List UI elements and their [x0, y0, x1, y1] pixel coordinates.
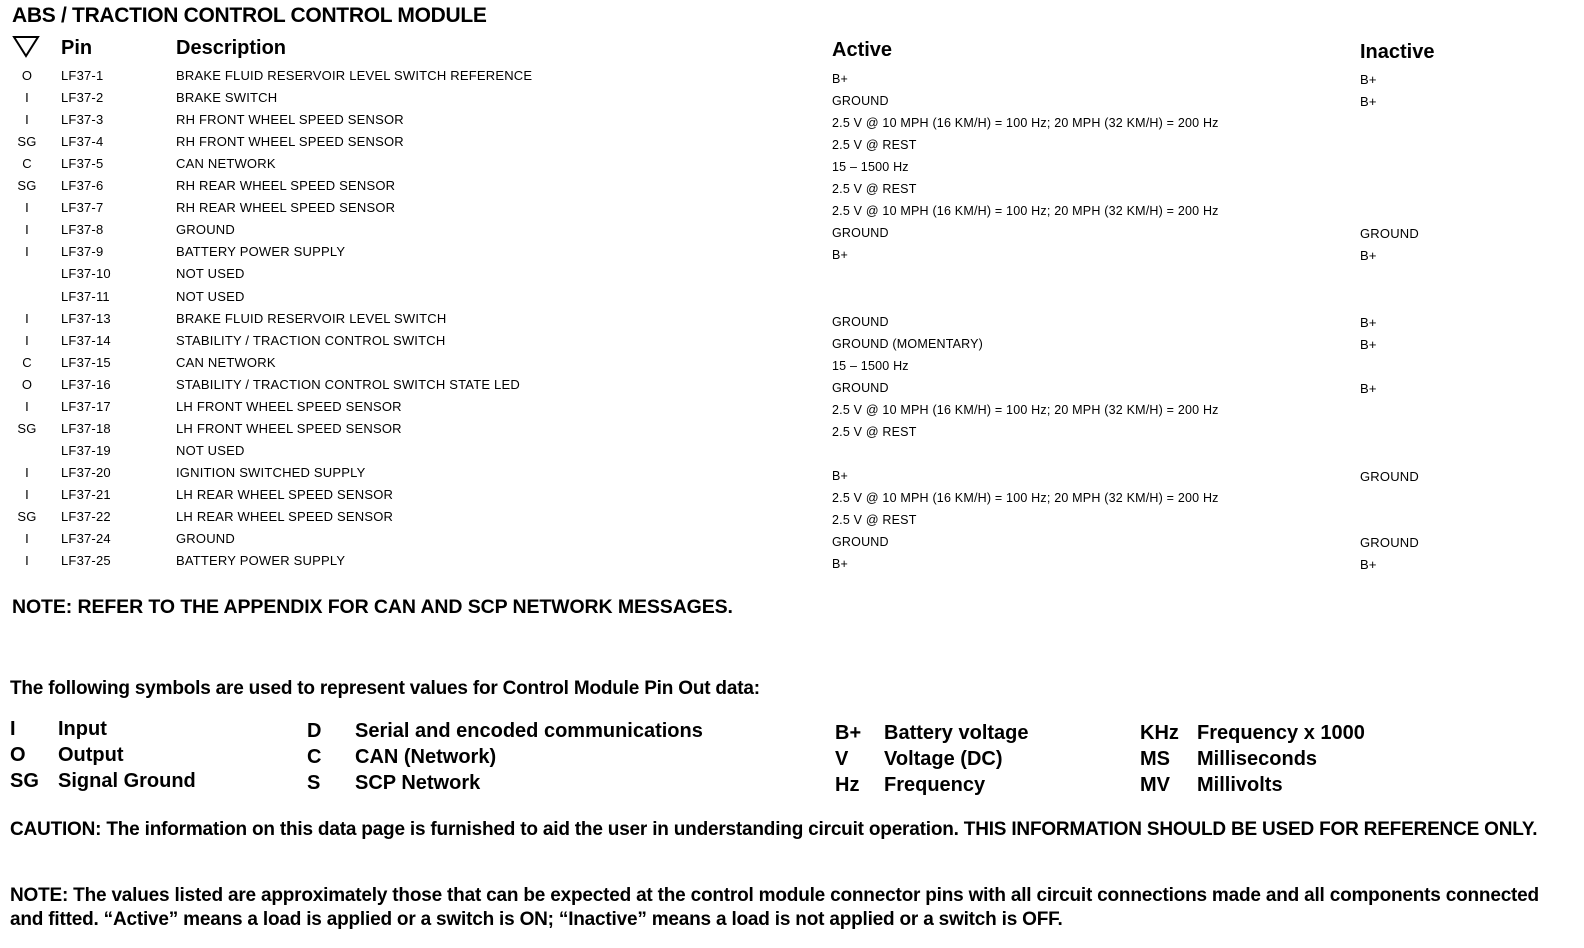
pin-type-cell: I — [25, 398, 29, 414]
description-cell: GROUND — [176, 531, 235, 547]
pin-id-cell: LF37-19 — [61, 442, 111, 458]
pin-id-cell: LF37-18 — [61, 420, 111, 436]
pin-id-cell: LF37-4 — [61, 134, 104, 150]
pin-id-cell: LF37-16 — [61, 376, 111, 392]
pin-id-cell: LF37-15 — [61, 354, 111, 370]
table-row — [0, 178, 1584, 200]
pin-type-cell: SG — [17, 134, 37, 150]
inactive-value-cell: B+ — [1360, 248, 1377, 264]
pin-column-header: Pin — [61, 37, 93, 59]
pin-type-cell: I — [25, 244, 29, 260]
inactive-value-cell: B+ — [1360, 72, 1377, 87]
pin-id-cell: LF37-3 — [61, 112, 104, 128]
description-cell: STABILITY / TRACTION CONTROL SWITCH STATE LED — [176, 376, 520, 392]
symbol-abbr: V — [835, 748, 849, 770]
active-value-cell: 2.5 V @ REST — [832, 513, 917, 527]
description-cell: NOT USED — [176, 266, 245, 282]
appendix-note: NOTE: REFER TO THE APPENDIX FOR CAN AND SCP NETWORK MESSAGES. — [12, 596, 733, 618]
symbol-abbr: KHz — [1140, 722, 1179, 744]
table-row — [0, 222, 1584, 244]
active-value-cell: 15 – 1500 Hz — [832, 358, 909, 373]
symbol-meaning: Frequency — [884, 774, 986, 796]
inactive-column-header: Inactive — [1360, 41, 1435, 63]
inactive-value-cell: B+ — [1360, 336, 1377, 352]
symbol-abbr: D — [307, 720, 322, 742]
description-cell: RH REAR WHEEL SPEED SENSOR — [176, 178, 396, 194]
description-cell: LH REAR WHEEL SPEED SENSOR — [176, 486, 394, 502]
symbol-meaning: Millivolts — [1197, 774, 1283, 796]
active-value-cell: GROUND (MOMENTARY) — [832, 336, 984, 351]
pin-type-cell: SG — [17, 178, 37, 194]
symbol-abbr: Hz — [835, 774, 860, 796]
page-title: ABS / TRACTION CONTROL CONTROL MODULE — [12, 4, 487, 27]
table-row — [0, 377, 1584, 399]
inactive-value-cell: B+ — [1360, 557, 1377, 573]
description-cell: BRAKE SWITCH — [176, 90, 278, 106]
inactive-value-cell: B+ — [1360, 380, 1377, 396]
description-cell: RH REAR WHEEL SPEED SENSOR — [176, 200, 396, 216]
description-cell: RH FRONT WHEEL SPEED SENSOR — [176, 112, 404, 128]
symbol-abbr: S — [307, 772, 321, 794]
table-row — [0, 399, 1584, 421]
active-value-cell: GROUND — [832, 226, 889, 241]
description-cell: CAN NETWORK — [176, 156, 276, 172]
pin-id-cell: LF37-6 — [61, 178, 104, 194]
pin-id-cell: LF37-21 — [61, 486, 111, 502]
description-cell: NOT USED — [176, 288, 245, 304]
description-cell: LH FRONT WHEEL SPEED SENSOR — [176, 398, 402, 414]
active-value-cell: 2.5 V @ 10 MPH (16 KM/H) = 100 Hz; 20 MPH (32 KM/H) = 200 Hz — [832, 490, 1219, 505]
description-cell: GROUND — [176, 222, 235, 238]
inactive-value-cell: GROUND — [1360, 535, 1419, 551]
pin-type-cell: I — [25, 90, 29, 106]
symbol-meaning: Output — [58, 744, 124, 766]
symbol-meaning: Frequency x 1000 — [1197, 722, 1365, 744]
pin-type-cell: SG — [17, 509, 37, 524]
symbol-meaning: SCP Network — [355, 772, 481, 794]
active-value-cell: 15 – 1500 Hz — [832, 160, 909, 175]
symbol-abbr: MV — [1140, 774, 1170, 796]
pin-id-cell: LF37-11 — [61, 288, 110, 304]
active-value-cell: 2.5 V @ REST — [832, 182, 917, 197]
symbol-abbr: SG — [10, 770, 39, 792]
pin-id-cell: LF37-24 — [61, 531, 111, 547]
table-row — [0, 553, 1584, 575]
symbol-meaning: Voltage (DC) — [884, 748, 1003, 770]
table-row — [0, 443, 1584, 465]
active-value-cell: 2.5 V @ REST — [832, 424, 917, 439]
table-row — [0, 487, 1584, 509]
active-value-cell: GROUND — [832, 535, 889, 550]
pin-id-cell: LF37-25 — [61, 553, 111, 569]
table-row — [0, 112, 1584, 134]
table-row — [0, 289, 1584, 311]
symbol-abbr: MS — [1140, 748, 1170, 770]
table-row — [0, 421, 1584, 443]
symbol-meaning: Milliseconds — [1197, 748, 1318, 770]
inactive-value-cell: B+ — [1360, 314, 1377, 330]
caution-text: CAUTION: The information on this data page is furnished to aid the user in understanding circuit operation. THIS INFORMATION SHOULD BE USED FOR REFERENCE ONLY. — [10, 819, 1538, 840]
active-value-cell: B+ — [832, 248, 849, 263]
symbol-meaning: Serial and encoded communications — [355, 720, 703, 742]
pin-id-cell: LF37-8 — [61, 222, 104, 238]
description-cell: BRAKE FLUID RESERVOIR LEVEL SWITCH — [176, 310, 447, 326]
active-value-cell: 2.5 V @ 10 MPH (16 KM/H) = 100 Hz; 20 MPH (32 KM/H) = 200 Hz — [832, 204, 1219, 219]
table-row — [0, 68, 1584, 90]
pin-type-cell: O — [21, 376, 33, 392]
symbol-abbr: B+ — [835, 722, 862, 744]
active-value-cell: 2.5 V @ 10 MPH (16 KM/H) = 100 Hz; 20 MPH (32 KM/H) = 200 Hz — [832, 116, 1219, 131]
active-value-cell: B+ — [832, 72, 849, 86]
pin-type-cell: I — [25, 464, 29, 480]
pin-id-cell: LF37-22 — [61, 509, 111, 524]
table-row — [0, 134, 1584, 156]
active-value-cell: B+ — [832, 557, 849, 572]
pin-type-cell: I — [25, 553, 29, 569]
table-row — [0, 509, 1584, 531]
table-row — [0, 333, 1584, 355]
pin-id-cell: LF37-20 — [61, 464, 111, 480]
pin-type-cell: I — [25, 332, 29, 348]
table-row — [0, 156, 1584, 178]
active-value-cell: GROUND — [832, 314, 889, 329]
values-note: NOTE: The values listed are approximately those that can be expected at the control module connector pins with all circuit connections made and all components connected and fitted. “Active” means a load is applied or a switch is ON; “Inactive” means a load is not applied or a switch is OFF. — [10, 885, 1539, 930]
description-cell: NOT USED — [176, 442, 245, 458]
table-row — [0, 200, 1584, 222]
table-row — [0, 244, 1584, 266]
description-cell: LH REAR WHEEL SPEED SENSOR — [176, 509, 394, 524]
symbols-intro: The following symbols are used to represent values for Control Module Pin Out data: — [10, 678, 760, 699]
description-cell: BATTERY POWER SUPPLY — [176, 553, 346, 569]
pin-type-cell: I — [25, 531, 29, 547]
active-value-cell: GROUND — [832, 94, 889, 109]
active-value-cell: 2.5 V @ REST — [832, 138, 917, 153]
symbol-abbr: C — [307, 746, 322, 768]
pin-type-cell: C — [22, 156, 32, 172]
active-value-cell: 2.5 V @ 10 MPH (16 KM/H) = 100 Hz; 20 MPH (32 KM/H) = 200 Hz — [832, 402, 1219, 417]
pin-type-cell: I — [25, 310, 29, 326]
pin-id-cell: LF37-10 — [61, 266, 111, 282]
pin-id-cell: LF37-13 — [61, 310, 111, 326]
pin-id-cell: LF37-2 — [61, 90, 104, 106]
pin-id-cell: LF37-17 — [61, 398, 111, 414]
description-cell: LH FRONT WHEEL SPEED SENSOR — [176, 420, 402, 436]
direction-triangle-icon — [12, 34, 40, 58]
table-row — [0, 90, 1584, 112]
description-cell: RH FRONT WHEEL SPEED SENSOR — [176, 134, 404, 150]
symbol-abbr: O — [10, 744, 26, 766]
pin-id-cell: LF37-9 — [61, 244, 104, 260]
active-value-cell: GROUND — [832, 380, 889, 395]
pin-id-cell: LF37-5 — [61, 156, 104, 172]
active-column-header: Active — [832, 39, 893, 61]
pin-id-cell: LF37-14 — [61, 332, 111, 348]
description-cell: BATTERY POWER SUPPLY — [176, 244, 346, 260]
pin-type-cell: I — [25, 112, 29, 128]
description-cell: CAN NETWORK — [176, 354, 276, 370]
pin-type-cell: I — [25, 200, 29, 216]
pin-type-cell: I — [25, 222, 29, 238]
pin-type-cell: I — [25, 486, 29, 502]
symbol-meaning: Battery voltage — [884, 722, 1029, 744]
inactive-value-cell: B+ — [1360, 94, 1377, 110]
pin-type-cell: C — [22, 354, 32, 370]
pin-type-cell: O — [21, 68, 33, 83]
symbol-abbr: I — [10, 718, 16, 740]
inactive-value-cell: GROUND — [1360, 468, 1419, 484]
description-column-header: Description — [176, 37, 287, 59]
inactive-value-cell: GROUND — [1360, 226, 1419, 242]
table-row — [0, 311, 1584, 333]
table-row — [0, 355, 1584, 377]
table-row — [0, 266, 1584, 288]
pin-type-cell: SG — [17, 420, 37, 436]
description-cell: BRAKE FLUID RESERVOIR LEVEL SWITCH REFERENCE — [176, 68, 533, 83]
symbol-meaning: CAN (Network) — [355, 746, 497, 768]
table-row — [0, 531, 1584, 553]
description-cell: IGNITION SWITCHED SUPPLY — [176, 464, 366, 480]
pin-id-cell: LF37-7 — [61, 200, 104, 216]
description-cell: STABILITY / TRACTION CONTROL SWITCH — [176, 332, 446, 348]
active-value-cell: B+ — [832, 468, 849, 483]
symbol-meaning: Input — [58, 718, 107, 740]
pin-id-cell: LF37-1 — [61, 68, 104, 83]
table-row — [0, 465, 1584, 487]
symbol-meaning: Signal Ground — [58, 770, 196, 792]
